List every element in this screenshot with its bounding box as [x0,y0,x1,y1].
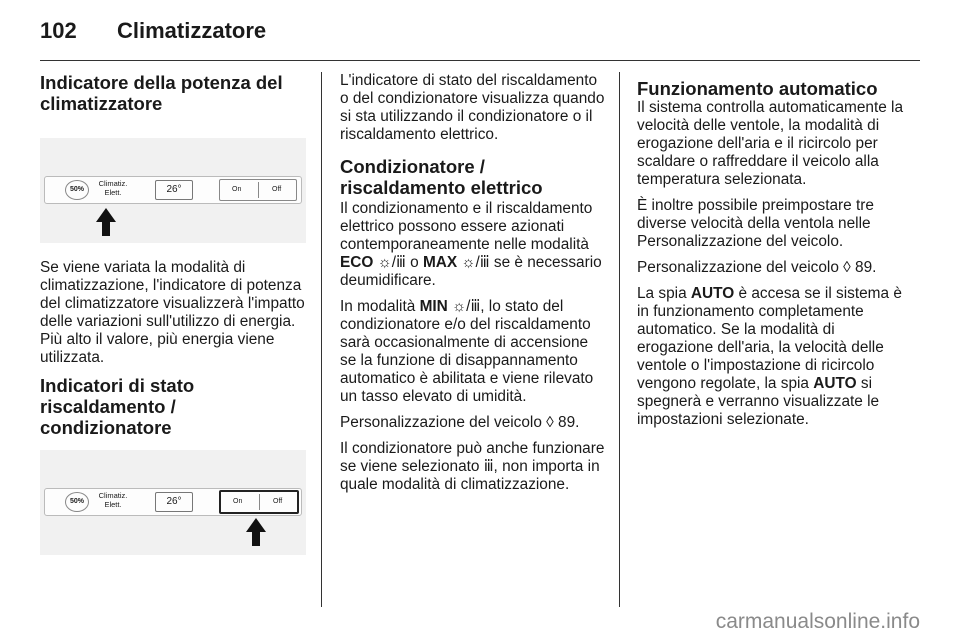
figure-power-indicator [40,138,306,243]
min-mode-label: MIN [419,298,448,315]
temperature-display-2: 26° [155,492,193,512]
climate-label-2: Climatiz. Elett. [98,491,128,509]
paragraph-min-mode: In modalità MIN ☼/ⅲ, lo stato del condizionatore e/o del riscaldamento sarà occasionalmente di accensione se la funzione di disappannamento automatico è abilitata e viene rilevato un tasso elevato di umidità. [340,298,594,405]
paragraph-eco-max: Il condizionamento e il riscaldamento elettrico possono essere azionati contemporaneamente nelle modalità ECO ☼/ⅲ o MAX ☼/ⅲ se è necessario deumidificare. [340,200,602,289]
arrow-up-icon-2 [246,518,266,532]
heading-automatic-operation: Funzionamento automatico [637,78,878,99]
paragraph-auto-indicator: La spia AUTO è accesa se il sistema è in funzionamento completamente automatico. Se la modalità di erogazione dell'aria, la velocità delle ventole o l'impostazione di ricircolo vengono regolate, la spia AUTO si spegnerà e verranno visualizzate le impostazioni selezionate. [637,285,902,428]
temperature-display: 26° [155,180,193,200]
paragraph-personalization-ref: Personalizzazione del veicolo ◊ 89. [637,259,877,276]
column-3 [637,72,907,437]
column-divider-1 [321,72,322,607]
eco-mode-label: ECO [340,254,374,271]
climate-panel [44,176,302,204]
paragraph-status-description: L'indicatore di stato del riscaldamento o del condizionatore visualizza quando si sta utilizzando il condizionatore o il riscaldamento elettrico. [340,72,605,143]
paragraph-power-indicator: Se viene variata la modalità di climatizzazione, l'indicatore di potenza del climatizzatore visualizzerà l'impatto delle variazioni sull'utilizzo di energia. Più alto il valore, più energia viene utilizzata. [40,259,305,366]
climate-panel-2 [44,488,302,516]
page-number: 102 [40,18,77,43]
paragraph-fan-presets: È inoltre possibile preimpostare tre diverse velocità della ventola nelle Personalizzazione del veicolo. [637,197,874,250]
arrow-stem-2 [252,532,260,546]
arrow-stem [102,222,110,236]
max-mode-label: MAX [422,254,458,271]
auto-label: AUTO [690,285,735,302]
off-label-2: Off [273,498,283,505]
climate-label: Climatiz. Elett. [98,179,128,197]
figure-status-indicator [40,450,306,555]
paragraph-automatic-control: Il sistema controlla automaticamente la velocità delle ventole, la modalità di erogazione dell'aria e il ricircolo per scaldare o raffreddare il veicolo alla temperatura selezionata. [637,99,904,188]
paragraph-ac-selected: Il condizionatore può anche funzionare se viene selezionato ⅲ, non importa in quale modalità di climatizzazione. [340,440,605,493]
on-label: On [232,186,242,193]
header-rule [40,60,920,61]
heading-power-indicator: Indicatore della potenza del climatizzatore [40,72,283,114]
arrow-up-icon [96,208,116,222]
on-label-2: On [233,498,243,505]
heading-ac-heating: Condizionatore / riscaldamento elettrico [340,156,543,198]
on-off-indicator [219,179,297,201]
watermark: carmanualsonline.info [715,610,920,633]
on-off-indicator-highlighted [219,490,299,514]
paragraph-vehicle-personalization: Personalizzazione del veicolo ◊ 89. [340,414,580,431]
column-divider-2 [619,72,620,607]
column-1 [40,72,306,571]
page-title: Climatizzatore [117,18,267,43]
auto-label-2: AUTO [813,375,857,392]
off-label: Off [272,186,282,193]
power-percentage: 50% [65,180,89,200]
heading-status-indicators: Indicatori di stato riscaldamento / condizionatore [40,375,195,438]
power-percentage-2: 50% [65,492,89,512]
column-2 [340,72,606,502]
